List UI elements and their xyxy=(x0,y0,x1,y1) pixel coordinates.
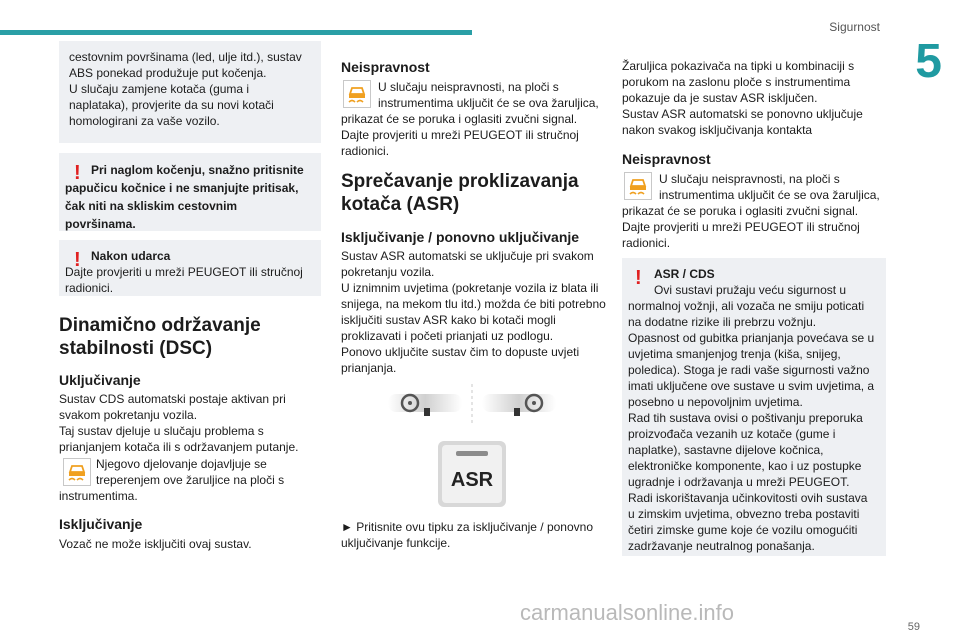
asr-onoff-text: Sustav ASR automatski se uključuje pri svakom pokretanju vozila. U iznimnim uvjetima (pokretanje vozila iz blata ili snijega, na mekom tlu itd.) možda će biti potrebno isključiti sustav ASR kako bi kotači mogli proklizavati i početi prianjati uz podlogu. Ponovo uključite sustav čim to dopuste uvjeti prianjanja. xyxy=(341,249,606,375)
warning-exclamation-icon: ! xyxy=(74,162,81,184)
skid-warning-lamp-icon xyxy=(343,80,371,108)
dsc-off-text: Vozač ne može isključiti ovaj sustav. xyxy=(59,537,252,551)
lamp-text-line-2: treperenjem ove žaruljice na ploči s xyxy=(96,473,285,487)
warning-exclamation-icon: ! xyxy=(74,249,81,271)
asr-press-text: ► Pritisnite ovu tipku za isključivanje / ponovno uključivanje funkcije. xyxy=(341,520,593,550)
watermark: carmanualsonline.info xyxy=(520,600,735,625)
page-number: 59 xyxy=(907,621,920,633)
dsc-off-heading: Isključivanje xyxy=(59,516,143,532)
header-accent-bar xyxy=(0,30,472,35)
fault-text-3: prikazat će se poruka i oglasiti zvučni signal. Dajte provjeriti u mreži PEUGEOT ili stručnoj radionici. xyxy=(341,112,579,158)
asr-indicator-text: Žaruljica pokazivača na tipki u kombinaciji s porukom na zaslonu ploče s instrumentima pokazuje da je sustav ASR isključen. Sustav ASR automatski se ponovno uključuje nakon svakog isključivanja kontakta xyxy=(622,59,863,137)
warning-box-asr-cds xyxy=(622,258,886,556)
warning-box-braking xyxy=(59,153,321,231)
skid-warning-lamp-icon xyxy=(63,458,91,486)
dsc-on-text: Sustav CDS automatski postaje aktivan pri svakom pokretanju vozila. Taj sustav djeluje u slučaju problema s prianjanjem kotača ili s održavanjem putanje. xyxy=(59,392,299,454)
warning-exclamation-icon: ! xyxy=(635,267,642,289)
fault-heading: Neispravnost xyxy=(341,59,430,75)
asr-cds-title: ASR / CDS xyxy=(654,267,715,281)
abs-text: cestovnim površinama (led, ulje itd.), sustav ABS ponekad produžuje put kočenja. U slučaju zamjene kotača (guma i naplataka), provjerite da su novi kotači homologirani za vaše vozilo. xyxy=(69,50,302,128)
info-box-abs xyxy=(59,41,321,143)
asr-heading: Sprečavanje proklizavanja kotača (ASR) xyxy=(341,171,579,215)
asr-onoff-heading: Isključivanje / ponovno uključivanje xyxy=(341,229,580,245)
section-title: Sigurnost xyxy=(829,20,880,34)
fault-text-1: U slučaju neispravnosti, na ploči s xyxy=(378,80,559,94)
fault-text-2: instrumentima uključit će se ova žaruljica, xyxy=(659,188,880,202)
skid-warning-lamp-icon xyxy=(624,172,652,200)
asr-indicator-light xyxy=(456,451,488,456)
asr-button[interactable] xyxy=(438,441,506,507)
fault-text-2: instrumentima uključit će se ova žaruljica, xyxy=(378,96,599,110)
braking-warning-text: Pri naglom kočenju, snažno pritisnite papučicu kočnice i ne smanjujte pritisak, čak niti na skliskim cestovnim površinama. xyxy=(65,163,304,231)
asr-button-label: ASR xyxy=(450,469,494,491)
dsc-on-heading: Uključivanje xyxy=(59,372,141,388)
lamp-text-line-1: Njegovo djelovanje dojavljuje se xyxy=(96,457,267,471)
fault-text-1: U slučaju neispravnosti, na ploči s xyxy=(659,172,840,186)
impact-warning-text: Dajte provjeriti u mreži PEUGEOT ili stručnoj radionici. xyxy=(65,265,303,295)
asr-cds-text: Ovi sustavi pružaju veću sigurnost u normalnoj vožnji, ali vozača ne smiju poticati na dodatne rizike ili prebrzu vožnju. Opasnost od gubitka prianjanja povećava se u uvjetima smanjenjog trenja (kiša, snijeg, poledica). Stoga je radi vaše sigurnosti važno imati uključene ove sustave u svim uvjetima, a posebno u nepovoljnim uvjetima. Rad tih sustava ovisi o poštivanju preporuka proizvođača vezanih uz kotače (gume i naplatke), sastavne dijelove kočnica, elektroničke komponente, kao i uz postupke ugradnje i održavanja u mreži PEUGEOT. Radi iskorištavanja učinkovitosti ovih sustava u zimskim uvjetima, obvezno treba postaviti četiri zimske gume koje će vozilu omogućiti zadržavanje neutralnog ponašanja. xyxy=(628,283,875,553)
warning-box-impact xyxy=(59,240,321,296)
dashboard-illustration xyxy=(388,382,556,428)
dsc-heading: Dinamično održavanje stabilnosti (DSC) xyxy=(59,315,261,359)
fault-heading: Neispravnost xyxy=(622,151,711,167)
fault-text-3: prikazat će se poruka i oglasiti zvučni signal. Dajte provjeriti u mreži PEUGEOT ili stručnoj radionici. xyxy=(622,204,860,250)
lamp-text-line-3: instrumentima. xyxy=(59,489,138,503)
impact-warning-title: Nakon udarca xyxy=(91,249,171,263)
chapter-number: 5 xyxy=(915,35,942,88)
